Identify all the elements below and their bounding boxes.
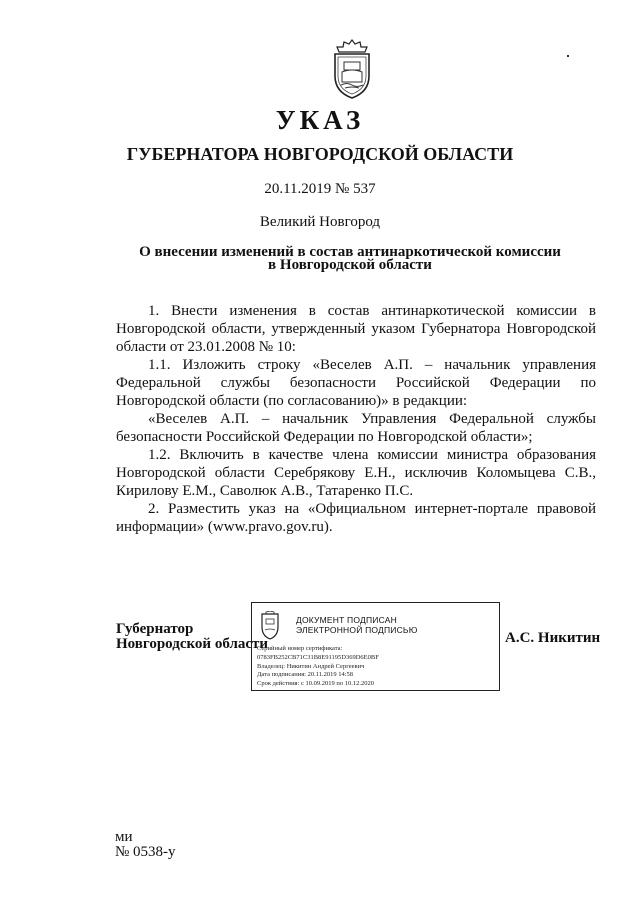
document-title: УКАЗ (275, 105, 365, 135)
position-line-2: Новгородской области (116, 636, 269, 652)
stamp-details (257, 645, 379, 689)
paragraph-2: 2. Разместить указ на «Официальном интернет-портале правовой информации» (www.pravo.gov.ru). (116, 501, 596, 535)
paragraph-1-2: 1.2. Включить в качестве члена комиссии министра образования Новгородской области Серебрякову Е.Н., исключив Коломыцева С.В., Кирилову Е.М., Саволюк А.В., Татаренко П.С. (116, 447, 596, 499)
subject-line-1: О внесении изменений в состав антинаркотической комиссии (139, 244, 561, 260)
serial-number: 0783FB252CB71C31B8E91195D369D6E0BF (257, 653, 379, 661)
document-body (116, 302, 596, 536)
certificate-owner: Владелец: Никитин Андрей Сергеевич (257, 662, 365, 670)
stamp-heading (296, 615, 418, 635)
signer-position (116, 622, 268, 652)
document-footer (115, 830, 176, 860)
serial-label: Серийный номер сертификата: (257, 645, 343, 652)
signing-date: Дата подписания: 20.11.2019 14:58 (257, 671, 354, 679)
paragraph-1: 1. Внести изменения в состав антинаркотической комиссии в Новгородской области, утвержденный указом Губернатора Новгородской области от 23.01.2008 № 10: (116, 303, 596, 355)
stamp-heading-line-2: ЭЛЕКТРОННОЙ ПОДПИСЬЮ (296, 625, 418, 635)
stamp-coat-of-arms-icon (258, 611, 282, 641)
validity-period: Срок действия: с 10.09.2019 по 10.12.2020 (257, 680, 374, 688)
scan-dot (567, 55, 569, 57)
paragraph-1-1: 1.1. Изложить строку «Веселев А.П. – начальник управления Федеральной службы безопасности Российской Федерации по Новгородской области (по согласованию)» в редакции: (116, 357, 596, 409)
author-initials: ми (115, 829, 133, 845)
city-name: Великий Новгород (259, 214, 381, 230)
paragraph-quote: «Веселев А.П. – начальник Управления Федеральной службы безопасности Российской Федерации по Новгородской области»; (116, 411, 596, 445)
electronic-signature-stamp (251, 602, 500, 691)
coat-of-arms-icon (327, 38, 377, 100)
date-number: 20.11.2019 № 537 (264, 181, 376, 197)
position-line-1: Губернатор (116, 621, 194, 637)
document-subject (110, 246, 590, 272)
signer-name: А.С. Никитин (505, 630, 601, 646)
registration-number: № 0538-у (115, 844, 176, 860)
subject-line-2: в Новгородской области (268, 257, 432, 273)
stamp-heading-line-1: ДОКУМЕНТ ПОДПИСАН (296, 615, 397, 625)
issuer-title: ГУБЕРНАТОРА НОВГОРОДСКОЙ ОБЛАСТИ (126, 144, 514, 164)
